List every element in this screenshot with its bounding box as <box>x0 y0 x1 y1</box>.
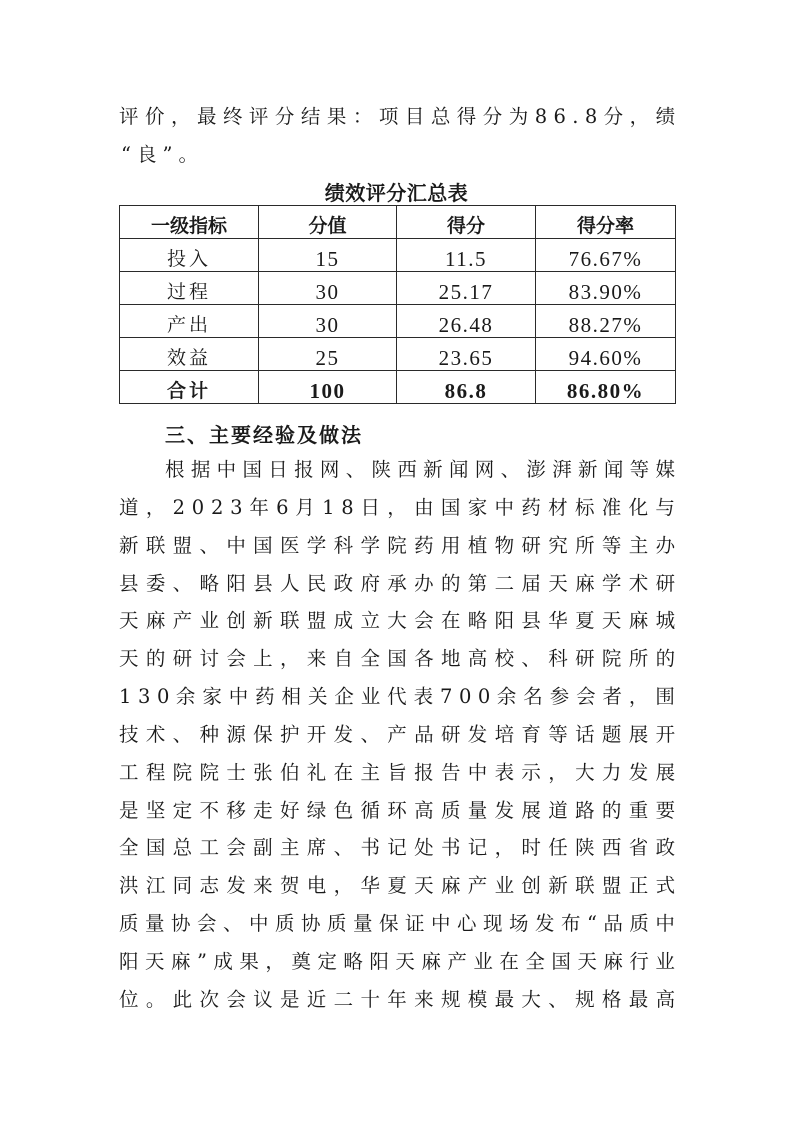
cell-total-rate: 86.80% <box>536 371 676 404</box>
cell-rate: 83.90% <box>536 272 676 305</box>
cell-full-score: 25 <box>259 338 397 371</box>
cell-rate: 88.27% <box>536 305 676 338</box>
cell-score: 26.48 <box>397 305 536 338</box>
paragraph-line: 根 据 中 国 日 报 网 、 陕 西 新 闻 网 、 澎 湃 新 闻 等 媒 <box>165 458 675 481</box>
header-indicator: 一级指标 <box>120 206 259 239</box>
cell-score: 11.5 <box>397 239 536 272</box>
intro-line: “良”。 <box>121 143 204 166</box>
paragraph-line: 位 。 此 次 会 议 是 近 二 十 年 来 规 模 最 大 、 规 格 最 高 <box>119 988 675 1011</box>
cell-full-score: 30 <box>259 272 397 305</box>
cell-indicator: 效益 <box>120 338 259 371</box>
cell-indicator: 产出 <box>120 305 259 338</box>
paragraph-line: 是 坚 定 不 移 走 好 绿 色 循 环 高 质 量 发 展 道 路 的 重 要 <box>119 799 675 822</box>
paragraph-line: 县 委 、 略 阳 县 人 民 政 府 承 办 的 第 二 届 天 麻 学 术 研 <box>119 572 675 595</box>
score-summary-table <box>119 205 676 404</box>
table-row <box>120 338 676 371</box>
table-title: 绩效评分汇总表 <box>324 181 469 205</box>
cell-total-full-score: 100 <box>259 371 397 404</box>
paragraph-line: 天 的 研 讨 会 上 ， 来 自 全 国 各 地 高 校 、 科 研 院 所 的 <box>119 647 675 670</box>
table-row <box>120 305 676 338</box>
header-score: 得分 <box>397 206 536 239</box>
cell-score: 25.17 <box>397 272 536 305</box>
paragraph-line: 洪 江 同 志 发 来 贺 电 ， 华 夏 天 麻 产 业 创 新 联 盟 正 式 <box>119 874 675 897</box>
cell-full-score: 15 <box>259 239 397 272</box>
paragraph-line: 新 联 盟 、 中 国 医 学 科 学 院 药 用 植 物 研 究 所 等 主 办 <box>119 534 675 557</box>
cell-rate: 76.67% <box>536 239 676 272</box>
header-rate: 得分率 <box>536 206 676 239</box>
paragraph-line: 全 国 总 工 会 副 主 席 、 书 记 处 书 记 ， 时 任 陕 西 省 政 <box>119 836 675 859</box>
section-heading: 三、主要经验及做法 <box>165 423 363 447</box>
paragraph-line: 阳 天 麻 ” 成 果 ， 奠 定 略 阳 天 麻 产 业 在 全 国 天 麻 行 业 <box>119 950 675 973</box>
paragraph-line: 技 术 、 种 源 保 护 开 发 、 产 品 研 发 培 育 等 话 题 展 开 <box>119 723 675 746</box>
paragraph-line: 工 程 院 院 士 张 伯 礼 在 主 旨 报 告 中 表 示 ， 大 力 发 展 <box>119 761 675 784</box>
paragraph-line: 质 量 协 会 、 中 质 协 质 量 保 证 中 心 现 场 发 布 “ 品 质 中 <box>119 912 675 935</box>
table-row <box>120 272 676 305</box>
table-row <box>120 239 676 272</box>
table-total-row <box>120 371 676 404</box>
cell-indicator: 投入 <box>120 239 259 272</box>
cell-indicator: 过程 <box>120 272 259 305</box>
header-full-score: 分值 <box>259 206 397 239</box>
cell-rate: 94.60% <box>536 338 676 371</box>
paragraph-line: 道 ， 2 0 2 3 年 6 月 1 8 日 ， 由 国 家 中 药 材 标 准 化 与 <box>119 496 675 519</box>
intro-line: 评 价 ， 最 终 评 分 结 果 ： 项 目 总 得 分 为 8 6 . 8 分 ， 绩 <box>119 105 675 128</box>
cell-full-score: 30 <box>259 305 397 338</box>
paragraph-line: 1 3 0 余 家 中 药 相 关 企 业 代 表 7 0 0 余 名 参 会 者 ， 围 <box>119 685 675 708</box>
table-header-row <box>120 206 676 239</box>
cell-total-label: 合计 <box>120 371 259 404</box>
paragraph-line: 天 麻 产 业 创 新 联 盟 成 立 大 会 在 略 阳 县 华 夏 天 麻 城 <box>119 609 675 632</box>
cell-score: 23.65 <box>397 338 536 371</box>
cell-total-score: 86.8 <box>397 371 536 404</box>
